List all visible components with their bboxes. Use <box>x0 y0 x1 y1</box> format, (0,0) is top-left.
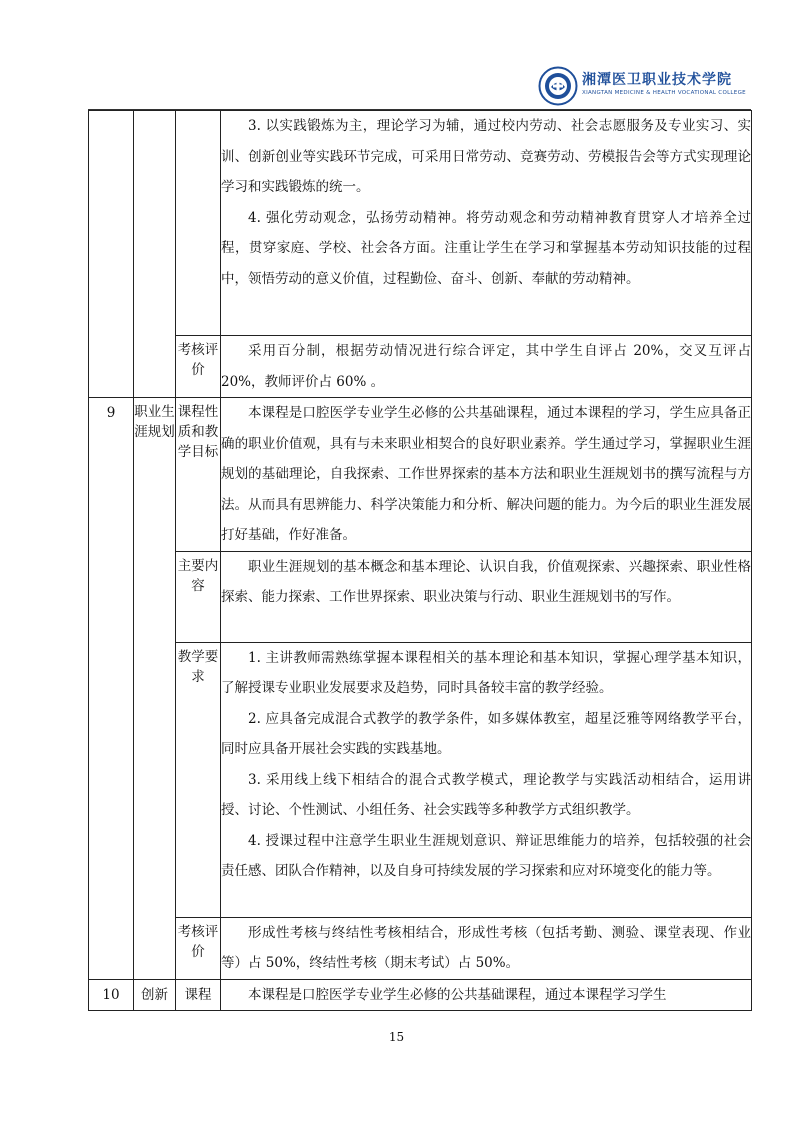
content-paragraph: 采用百分制，根据劳动情况进行综合评定，其中学生自评占 20%，交叉互评占 20%，教师评价占 60% 。 <box>221 343 751 390</box>
section-content-cell <box>221 917 752 979</box>
content-paragraph: 4. 强化劳动观念，弘扬劳动精神。将劳动观念和劳动精神教育贯穿人才培养全过程，贯穿家庭、学校、社会各方面。注重让学生在学习和掌握基本劳动知识技能的过程中，领悟劳动的意义价值，过程勤俭、奋斗、创新、奉献的劳动精神。 <box>221 209 751 287</box>
course-name-cell: 职业生涯规划 <box>134 398 176 980</box>
section-label-cell: 主要内容 <box>176 551 221 642</box>
section-content-cell <box>221 642 752 917</box>
section-content-cell <box>221 398 752 552</box>
content-paragraph: 本课程是口腔医学专业学生必修的公共基础课程，通过本课程的学习，学生应具备正确的职业价值观，具有与未来职业相契合的良好职业素养。学生通过学习，掌握职业生涯规划的基础理论，自我探索、工作世界探索的基本方法和职业生涯规划书的撰写流程与方法。从而具有思辨能力、科学决策能力和分析、解决问题的能力。为今后的职业生涯发展打好基础，作好准备。 <box>221 405 751 543</box>
content-paragraph: 形成性考核与终结性考核相结合，形成性考核（包括考勤、测验、课堂表现、作业等）占 50%，终结性考核（期末考试）占 50%。 <box>221 924 751 971</box>
section-content-cell <box>221 551 752 642</box>
section-label-cell: 教学要求 <box>176 642 221 917</box>
college-seal-icon <box>538 66 578 106</box>
course-name-cell <box>134 111 176 398</box>
section-content-cell <box>221 336 752 398</box>
content-paragraph: 3. 采用线上线下相结合的混合式教学模式，理论教学与实践活动相结合，运用讲授、讨论、个性测试、小组任务、社会实践等多种教学方式组织教学。 <box>221 771 751 818</box>
course-number-cell: 9 <box>89 398 134 980</box>
course-number-cell: 10 <box>89 979 134 1011</box>
content-paragraph: 职业生涯规划的基本概念和基本理论、认识自我，价值观探索、兴趣探索、职业性格探索、能力探索、工作世界探索、职业决策与行动、职业生涯规划书的写作。 <box>221 558 751 605</box>
table-row <box>89 979 752 1011</box>
table-row <box>89 336 752 398</box>
college-name-english: XIANGTAN MEDICINE & HEALTH VOCATIONAL COLLEGE <box>582 90 746 96</box>
course-number-cell <box>89 111 134 398</box>
section-label-cell: 课程 <box>176 979 221 1011</box>
content-paragraph: 本课程是口腔医学专业学生必修的公共基础课程，通过本课程学习学生 <box>248 986 667 1003</box>
section-label-cell: 考核评价 <box>176 336 221 398</box>
page-header <box>538 66 748 108</box>
page-number: 15 <box>388 1030 405 1044</box>
course-name-cell: 创新 <box>134 979 176 1011</box>
content-paragraph: 4. 授课过程中注意学生职业生涯规划意识、辩证思维能力的培养，包括较强的社会责任感、团队合作精神，以及自身可持续发展的学习探索和应对环境变化的能力等。 <box>221 832 751 879</box>
curriculum-table <box>88 110 752 1011</box>
table-row <box>89 917 752 979</box>
table-row <box>89 642 752 917</box>
table-row <box>89 398 752 552</box>
table-row <box>89 111 752 336</box>
section-label-cell: 考核评价 <box>176 917 221 979</box>
content-paragraph: 3. 以实践锻炼为主，理论学习为辅，通过校内劳动、社会志愿服务及专业实习、实训、创新创业等实践环节完成，可采用日常劳动、竞赛劳动、劳模报告会等方式实现理论学习和实践锻炼的统一。 <box>221 118 751 195</box>
content-paragraph: 2. 应具备完成混合式教学的教学条件，如多媒体教室，超星泛雅等网络教学平台，同时应具备开展社会实践的实践基地。 <box>221 710 751 757</box>
section-label-cell <box>176 111 221 336</box>
table-row <box>89 551 752 642</box>
section-content-cell <box>221 979 752 1011</box>
section-label-cell: 课程性质和教学目标 <box>176 398 221 552</box>
content-paragraph: 1. 主讲教师需熟练掌握本课程相关的基本理论和基本知识，掌握心理学基本知识，了解授课专业职业发展要求及趋势，同时具备较丰富的教学经验。 <box>221 649 751 696</box>
section-content-cell <box>221 111 752 336</box>
college-name: 湘潭医卫职业技术学院 <box>582 72 732 88</box>
